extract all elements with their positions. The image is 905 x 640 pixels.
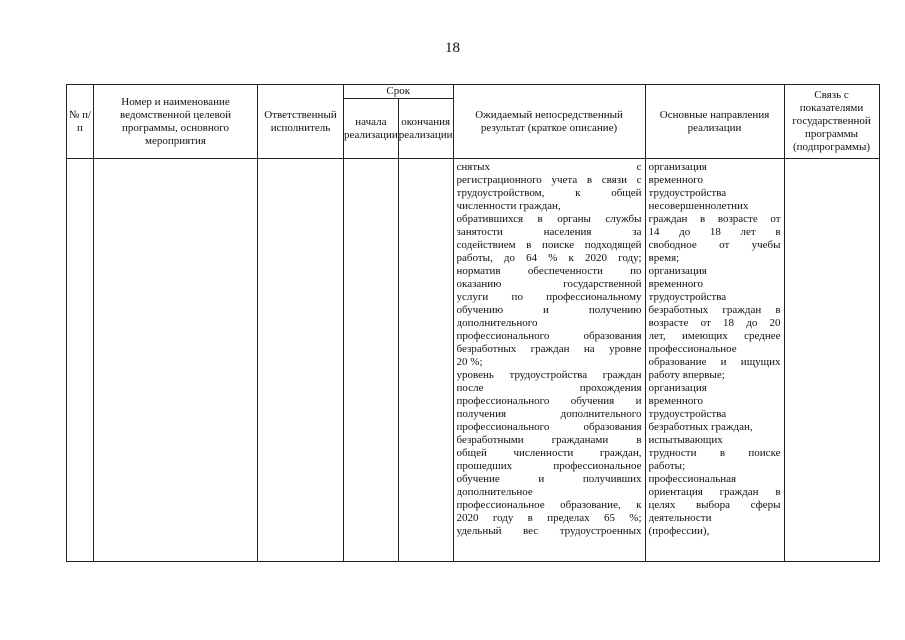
result-line: уровень трудоустройства граждан <box>456 369 642 381</box>
header-term-start: начала реализации <box>344 99 399 159</box>
result-line: общей численности граждан, <box>456 447 642 459</box>
directions-line: целях выбора сферы <box>648 499 781 511</box>
directions-line: трудоустройства <box>648 291 727 303</box>
directions-line: профессиональная <box>648 473 737 485</box>
header-result: Ожидаемый непосредственный результат (краткое описание) <box>453 85 645 159</box>
header-program: Номер и наименование ведомственной целевой программы, основного мероприятия <box>94 85 258 159</box>
result-line: безработных граждан на уровне <box>456 343 642 355</box>
directions-line: организация <box>648 382 707 394</box>
cell-term-start <box>344 159 399 562</box>
directions-line: лет, имеющих среднее <box>648 330 781 342</box>
directions-line: временного <box>648 174 703 186</box>
program-table <box>66 84 880 562</box>
result-line: получения дополнительного <box>456 408 642 420</box>
directions-line: временного <box>648 278 703 290</box>
header-term-end: окончания реализации <box>398 99 453 159</box>
result-line: 2020 году в пределах 65 %; <box>456 512 642 524</box>
directions-text <box>646 159 784 538</box>
result-line: прошедших профессиональное <box>456 460 642 472</box>
result-line: содействием в поиске подходящей <box>456 239 642 251</box>
directions-line: несовершеннолетних <box>648 200 749 212</box>
directions-line: граждан в возрасте от <box>648 213 781 225</box>
result-line: услуги по профессиональному <box>456 291 642 303</box>
directions-line: (профессии), <box>648 525 710 537</box>
result-line: численности граждан, <box>456 200 561 212</box>
cell-link <box>784 159 879 562</box>
directions-line: 14 до 18 лет в <box>648 226 781 238</box>
directions-line: безработных граждан в <box>648 304 781 316</box>
result-line: после прохождения <box>456 382 642 394</box>
directions-line: работу впервые; <box>648 369 725 381</box>
cell-program <box>94 159 258 562</box>
result-line: обучению и получению <box>456 304 642 316</box>
result-line: трудоустройством, к общей <box>456 187 642 199</box>
result-line: норматив обеспеченности по <box>456 265 642 277</box>
directions-line: профессиональное <box>648 343 737 355</box>
cell-num <box>67 159 94 562</box>
cell-term-end <box>398 159 453 562</box>
result-line: обучение и получивших <box>456 473 642 485</box>
result-line: обратившихся в органы службы <box>456 213 642 225</box>
header-term: Срок <box>344 85 454 99</box>
directions-line: образование и ищущих <box>648 356 781 368</box>
header-responsible: Ответственный исполнитель <box>258 85 344 159</box>
directions-line: работы; <box>648 460 686 472</box>
header-directions: Основные направления реализации <box>645 85 784 159</box>
directions-line: трудоустройства <box>648 187 727 199</box>
header-num: № п/п <box>67 85 94 159</box>
page-number: 18 <box>445 40 460 56</box>
directions-line: безработных граждан, <box>648 421 753 433</box>
cell-responsible <box>258 159 344 562</box>
directions-line: трудности в поиске <box>648 447 781 459</box>
directions-line: трудоустройства <box>648 408 727 420</box>
result-line: занятости населения за <box>456 226 642 238</box>
result-line: дополнительное <box>456 486 533 498</box>
directions-line: временного <box>648 395 703 407</box>
result-text <box>454 159 645 538</box>
result-line: удельный вес трудоустроенных <box>456 525 642 537</box>
directions-line: организация <box>648 161 707 173</box>
result-line: снятых с <box>456 161 642 173</box>
result-line: безработными гражданами в <box>456 434 642 446</box>
directions-line: возрасте от 18 до 20 <box>648 317 781 329</box>
result-line: профессионального образования <box>456 421 642 433</box>
result-line: профессиональное образование, к <box>456 499 642 511</box>
result-line: регистрационного учета в связи с <box>456 174 642 186</box>
cell-directions <box>645 159 784 562</box>
directions-line: ориентация граждан в <box>648 486 781 498</box>
result-line: работы, до 64 % к 2020 году; <box>456 252 642 264</box>
result-line: оказанию государственной <box>456 278 642 290</box>
result-line: 20 %; <box>456 356 483 368</box>
directions-line: деятельности <box>648 512 712 524</box>
directions-line: свободное от учебы <box>648 239 781 251</box>
header-link: Связь с показателями государственной программы (подпрограммы) <box>784 85 879 159</box>
result-line: дополнительного <box>456 317 538 329</box>
result-line: профессионального обучения и <box>456 395 642 407</box>
directions-line: испытывающих <box>648 434 723 446</box>
result-line: профессионального образования <box>456 330 642 342</box>
cell-result <box>453 159 645 562</box>
directions-line: время; <box>648 252 680 264</box>
directions-line: организация <box>648 265 707 277</box>
